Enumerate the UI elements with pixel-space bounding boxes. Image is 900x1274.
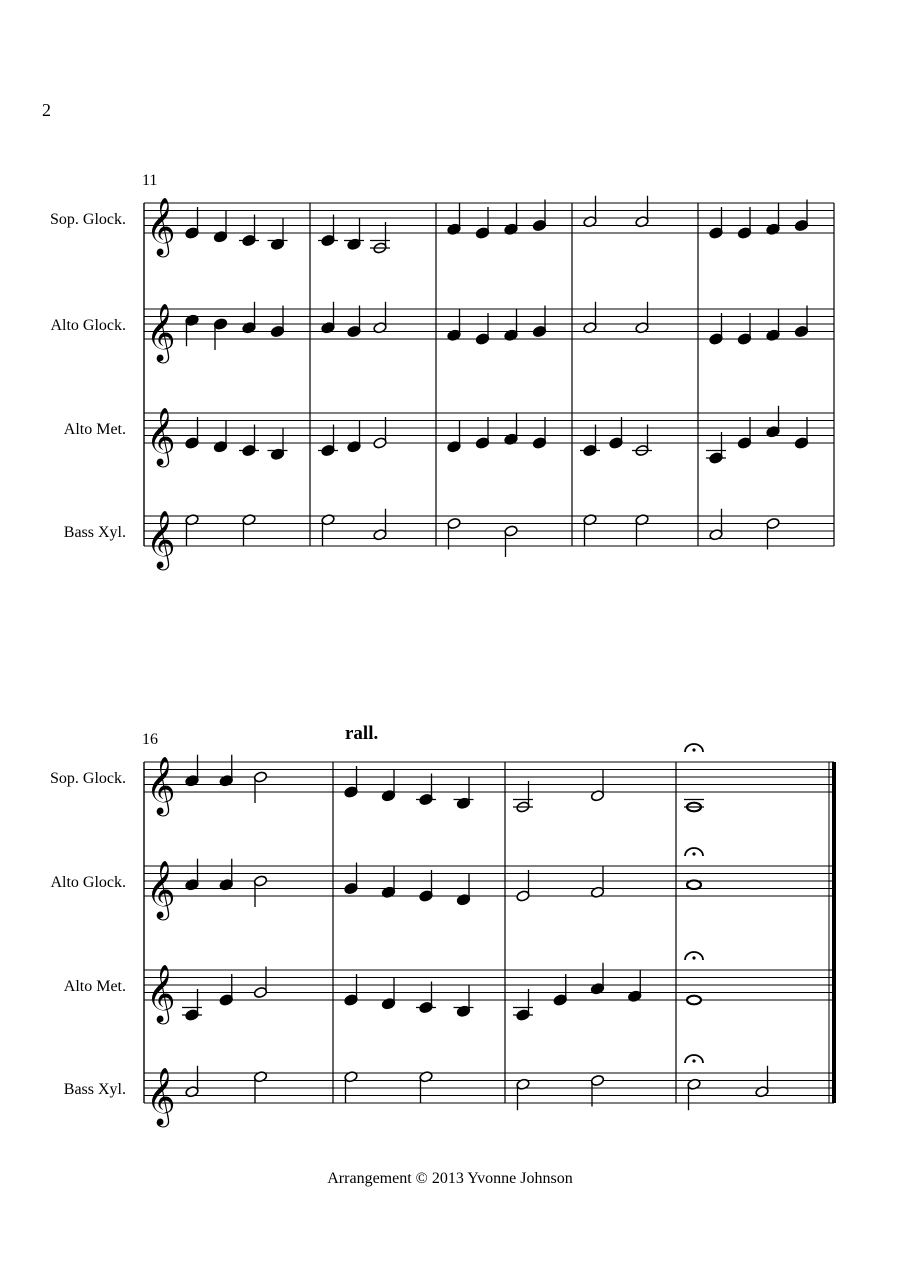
quarter-note	[381, 866, 395, 898]
score-system	[50, 172, 834, 571]
half-note	[583, 514, 597, 546]
quarter-note	[794, 200, 808, 232]
quarter-note	[532, 306, 546, 338]
quarter-note	[268, 218, 288, 250]
instrument-label: Alto Glock.	[50, 874, 126, 891]
quarter-note	[318, 215, 338, 247]
quarter-note	[416, 774, 436, 806]
quarter-note	[794, 306, 808, 338]
quarter-note	[416, 982, 436, 1014]
half-note	[590, 866, 604, 898]
treble-clef-icon: 𝄞	[146, 757, 176, 813]
fermata-dot	[692, 956, 695, 959]
quarter-note	[381, 978, 395, 1010]
quarter-note	[580, 425, 600, 457]
quarter-note	[706, 432, 726, 464]
half-note	[253, 967, 267, 999]
quarter-note	[475, 313, 489, 345]
quarter-note	[766, 309, 780, 341]
quarter-note	[454, 985, 474, 1017]
half-note	[253, 875, 267, 907]
quarter-note	[504, 309, 518, 341]
quarter-note	[185, 859, 199, 891]
staff	[50, 744, 834, 817]
treble-clef-icon: 𝄞	[146, 304, 176, 360]
staff	[50, 196, 834, 258]
quarter-note	[737, 207, 751, 239]
quarter-note	[185, 314, 199, 346]
half-note	[513, 781, 533, 813]
treble-clef-icon: 𝄞	[146, 408, 176, 464]
quarter-note	[532, 200, 546, 232]
quarter-note	[456, 874, 470, 906]
fermata-dot	[692, 748, 695, 751]
quarter-note	[213, 421, 227, 453]
quarter-note	[185, 207, 199, 239]
score-system	[50, 723, 834, 1128]
half-note	[344, 1071, 358, 1103]
instrument-label: Alto Met.	[63, 421, 126, 438]
quarter-note	[321, 302, 335, 334]
quarter-note	[447, 421, 461, 453]
quarter-note	[347, 421, 361, 453]
quarter-note	[268, 428, 288, 460]
quarter-note	[242, 302, 256, 334]
half-note	[321, 514, 335, 546]
half-note	[635, 514, 649, 546]
half-note	[253, 1071, 267, 1103]
treble-clef-icon: 𝄞	[146, 861, 176, 917]
half-note	[373, 302, 387, 334]
quarter-note	[213, 211, 227, 243]
treble-clef-icon: 𝄞	[146, 1068, 176, 1124]
staff	[50, 848, 834, 921]
measure-number: 11	[142, 172, 158, 189]
quarter-note	[513, 989, 533, 1021]
page-number: 2	[42, 100, 51, 120]
half-note	[583, 196, 597, 228]
quarter-note	[454, 777, 474, 809]
half-note	[583, 302, 597, 334]
quarter-note	[447, 309, 461, 341]
quarter-note	[628, 970, 642, 1002]
half-note	[755, 1066, 769, 1098]
treble-clef-icon: 𝄞	[146, 511, 176, 567]
treble-clef-icon: 𝄞	[146, 198, 176, 254]
staff	[64, 509, 834, 571]
staff	[50, 302, 834, 364]
quarter-note	[219, 859, 233, 891]
half-note	[504, 525, 518, 557]
half-note	[373, 509, 387, 541]
instrument-label: Alto Met.	[63, 978, 126, 995]
half-note	[373, 417, 387, 449]
quarter-note	[737, 417, 751, 449]
staff	[64, 952, 834, 1025]
quarter-note	[475, 207, 489, 239]
quarter-note	[609, 417, 623, 449]
quarter-note	[709, 207, 723, 239]
quarter-note	[344, 974, 358, 1006]
half-note	[185, 1066, 199, 1098]
staff	[64, 1055, 834, 1128]
quarter-note	[504, 413, 518, 445]
quarter-note	[344, 863, 358, 895]
half-note	[632, 425, 652, 457]
instrument-label: Bass Xyl.	[63, 524, 126, 541]
quarter-note	[504, 203, 518, 235]
quarter-note	[185, 755, 199, 787]
half-note	[516, 1078, 530, 1110]
quarter-note	[347, 306, 361, 338]
half-note	[635, 196, 649, 228]
instrument-label: Bass Xyl.	[63, 1081, 126, 1098]
staff	[64, 406, 834, 468]
fermata-dot	[692, 852, 695, 855]
quarter-note	[318, 425, 338, 457]
half-note	[709, 509, 723, 541]
instrument-label: Sop. Glock.	[50, 770, 126, 787]
quarter-note	[185, 417, 199, 449]
half-note	[370, 222, 390, 254]
quarter-note	[794, 417, 808, 449]
instrument-label: Sop. Glock.	[50, 211, 126, 228]
quarter-note	[419, 870, 433, 902]
half-note	[242, 514, 256, 546]
quarter-note	[344, 218, 364, 250]
half-note	[590, 770, 604, 802]
quarter-note	[737, 313, 751, 345]
half-note	[766, 517, 780, 549]
fermata-dot	[692, 1059, 695, 1062]
quarter-note	[709, 313, 723, 345]
half-note	[419, 1071, 433, 1103]
half-note	[253, 771, 267, 803]
tempo-marking: rall.	[345, 723, 379, 744]
half-note	[516, 870, 530, 902]
quarter-note	[270, 306, 284, 338]
half-note	[447, 517, 461, 549]
quarter-note	[219, 974, 233, 1006]
quarter-note	[532, 417, 546, 449]
whole-note	[685, 952, 703, 1004]
quarter-note	[447, 203, 461, 235]
quarter-note	[219, 755, 233, 787]
half-note	[685, 1055, 703, 1110]
quarter-note	[766, 203, 780, 235]
half-note	[635, 302, 649, 334]
quarter-note	[475, 417, 489, 449]
quarter-note	[553, 974, 567, 1006]
quarter-note	[766, 406, 780, 438]
instrument-label: Alto Glock.	[50, 317, 126, 334]
quarter-note	[182, 989, 202, 1021]
half-note	[590, 1074, 604, 1106]
quarter-note	[590, 963, 604, 995]
measure-number: 16	[142, 731, 158, 748]
whole-note	[684, 744, 704, 811]
quarter-note	[239, 215, 259, 247]
copyright-footer: Arrangement © 2013 Yvonne Johnson	[327, 1170, 573, 1187]
whole-note	[685, 848, 703, 889]
treble-clef-icon: 𝄞	[146, 965, 176, 1021]
quarter-note	[239, 425, 259, 457]
quarter-note	[381, 770, 395, 802]
quarter-note	[213, 318, 227, 350]
half-note	[185, 514, 199, 546]
quarter-note	[344, 766, 358, 798]
